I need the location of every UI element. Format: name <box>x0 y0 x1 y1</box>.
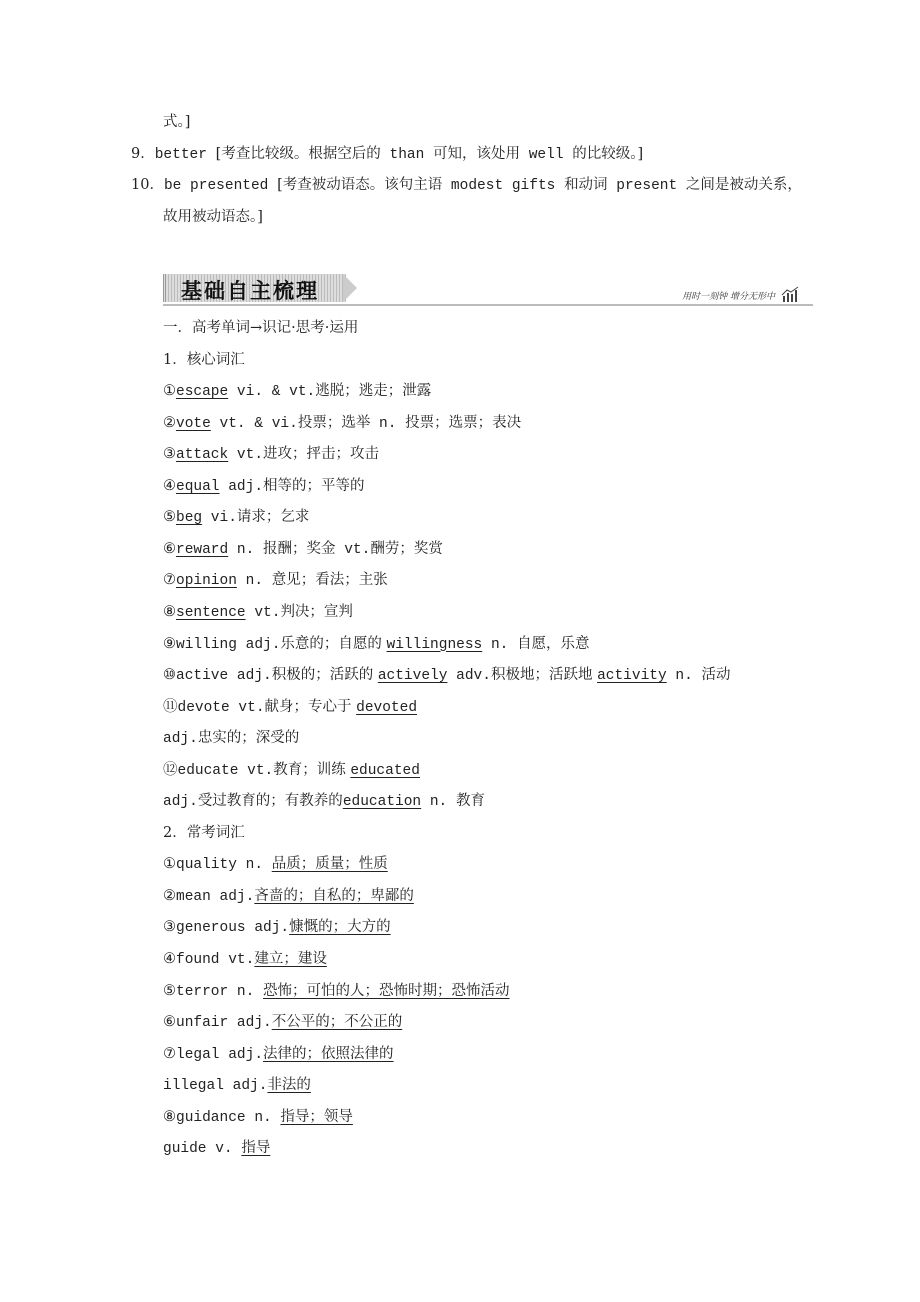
text-segment: vi. <box>202 510 237 527</box>
underlined-answer: 品质；质量；性质 <box>271 856 388 873</box>
text-segment: 相等的；平等的 <box>263 477 365 494</box>
text-segment: active adj. <box>176 668 272 685</box>
text-segment: ⑦ <box>163 1045 176 1062</box>
text-segment: ③ <box>163 446 176 463</box>
text-segment: unfair adj. <box>176 1015 272 1032</box>
text-segment: 故用被动语态。] <box>163 208 263 225</box>
underlined-answer: educated <box>350 762 420 779</box>
text-segment: ④ <box>163 477 176 494</box>
vocab-line <box>163 791 485 812</box>
underlined-answer: devoted <box>356 699 418 716</box>
text-segment: 乐意的；自愿的 <box>280 635 387 652</box>
vocab-line <box>163 1044 394 1065</box>
underlined-answer: education <box>342 794 422 811</box>
text-segment: adj. <box>163 794 198 811</box>
text-segment: adj. <box>219 478 264 495</box>
text-segment: 可知，该处用 <box>433 145 521 162</box>
vocab-line <box>163 1107 353 1128</box>
underlined-answer: attack <box>176 447 229 464</box>
text-segment: ⑥ <box>163 1014 176 1031</box>
vocab-line <box>163 476 365 497</box>
vocab-line <box>163 1012 402 1033</box>
explanation-line <box>131 175 802 196</box>
text-segment: n. <box>228 541 264 558</box>
text-segment: ③ <box>163 919 176 936</box>
vocab-line <box>163 602 353 623</box>
text-segment: vt. & vi. <box>210 415 298 432</box>
vocab-line <box>163 823 245 843</box>
text-segment: 受过教育的；有教养的 <box>197 793 343 810</box>
text-segment: vt. <box>335 541 371 558</box>
text-segment: 请求；乞求 <box>236 509 310 526</box>
text-segment: 教育 <box>455 793 485 810</box>
vocab-line <box>163 854 388 875</box>
text-segment: generous adj. <box>176 920 290 937</box>
text-segment: n. <box>236 573 272 590</box>
text-segment: ⑪ <box>163 698 178 715</box>
text-segment: well <box>520 146 573 163</box>
underlined-answer: reward <box>176 541 229 558</box>
section-banner <box>163 272 813 306</box>
text-segment: 1．核心词汇 <box>163 351 245 368</box>
text-segment: 10． <box>131 177 164 194</box>
underlined-answer: activity <box>597 668 667 685</box>
text-segment: guidance n. <box>176 1109 281 1126</box>
text-segment: 之间是被动关系， <box>685 177 802 194</box>
text-segment: willing adj. <box>176 636 281 653</box>
text-segment: ⑦ <box>163 572 176 589</box>
vocab-line <box>163 949 327 970</box>
text-segment: adv. <box>447 668 491 685</box>
explanation-line <box>163 112 190 132</box>
explanation-line <box>163 207 263 227</box>
text-segment: 逃脱；逃走；泄露 <box>315 383 432 400</box>
underlined-answer: 不公平的；不公正的 <box>271 1014 403 1031</box>
text-segment: n. <box>482 636 518 653</box>
vocab-line <box>163 413 521 434</box>
underlined-answer: 指导；领导 <box>280 1108 353 1125</box>
vocab-line <box>163 760 420 781</box>
text-segment: than <box>380 146 434 163</box>
text-segment: found vt. <box>176 952 255 968</box>
underlined-answer: 慷慨的；大方的 <box>289 919 391 936</box>
vocab-line <box>163 917 391 938</box>
banner-rule <box>163 304 813 306</box>
growth-chart-icon <box>781 286 799 302</box>
vocab-line <box>163 507 309 528</box>
text-segment: n. <box>421 794 456 811</box>
text-segment: [考查被动语态。该句主语 <box>277 177 443 194</box>
vocab-line <box>163 1138 270 1159</box>
underlined-answer: willingness <box>386 636 483 653</box>
banner-slogan: 用时一刻钟 增分无形中 <box>682 292 775 302</box>
text-segment: ⑤ <box>163 509 176 526</box>
text-segment: adj. <box>163 731 198 748</box>
text-segment: 自愿，乐意 <box>517 635 590 652</box>
text-segment: n. <box>370 415 406 432</box>
text-segment: ⑧ <box>163 1108 176 1125</box>
underlined-answer: beg <box>176 510 203 527</box>
text-segment: vt. <box>245 604 281 621</box>
text-segment: 一．高考单词→识记·思考·运用 <box>163 320 359 336</box>
underlined-answer: escape <box>176 384 229 401</box>
text-segment: n. <box>666 668 702 685</box>
text-segment: 判决；宣判 <box>280 603 353 620</box>
underlined-answer: equal <box>176 478 220 495</box>
text-segment: 积极的；活跃的 <box>271 667 378 684</box>
text-segment: illegal adj. <box>163 1078 268 1095</box>
text-segment: 报酬；奖金 <box>263 540 336 557</box>
text-segment: 意见；看法；主张 <box>271 572 388 589</box>
underlined-answer: 法律的；依照法律的 <box>263 1045 394 1062</box>
underlined-answer: 指导 <box>241 1140 271 1157</box>
text-segment: 积极地；活跃地 <box>490 667 598 684</box>
text-segment: mean adj. <box>176 888 255 905</box>
text-segment: 投票；选票；表决 <box>405 414 522 431</box>
text-segment: devote vt. <box>177 699 265 716</box>
text-segment: ⑧ <box>163 603 176 620</box>
text-segment: ② <box>163 414 176 431</box>
text-segment: educate vt. <box>177 762 274 779</box>
text-segment: 的比较级。] <box>572 145 644 162</box>
vocab-line <box>163 665 731 686</box>
explanation-line <box>131 144 643 165</box>
banner-arrow <box>343 274 357 302</box>
underlined-answer: 建立；建设 <box>254 951 327 967</box>
text-segment: modest gifts <box>442 178 565 195</box>
text-segment: better <box>154 146 216 163</box>
text-segment: [考查比较级。根据空后的 <box>215 145 381 162</box>
underlined-answer: sentence <box>176 604 246 621</box>
text-segment: 进攻；抨击；攻击 <box>263 446 380 463</box>
text-segment: terror n. <box>176 983 264 1000</box>
vocab-line <box>163 981 510 1002</box>
text-segment: 2．常考词汇 <box>163 824 245 841</box>
underlined-answer: 恐怖；可怕的人；恐怖时期；恐怖活动 <box>263 982 510 999</box>
underlined-answer: 非法的 <box>267 1077 311 1094</box>
text-segment: guide v. <box>163 1141 242 1158</box>
text-segment: 活动 <box>701 667 731 684</box>
text-segment: ⑩ <box>163 667 176 684</box>
text-segment: ⑫ <box>163 761 178 778</box>
text-segment: vi. & vt. <box>228 384 316 401</box>
vocab-line <box>163 318 358 338</box>
vocab-line <box>163 886 414 907</box>
text-segment: 和动词 <box>564 177 608 194</box>
vocab-line <box>163 444 379 465</box>
underlined-answer: 吝啬的；自私的；卑鄙的 <box>254 887 414 904</box>
text-segment: present <box>607 178 686 195</box>
vocab-line <box>163 728 299 749</box>
text-segment: 酬劳；奖赏 <box>370 540 443 557</box>
text-segment: ⑨ <box>163 635 176 652</box>
text-segment: ⑤ <box>163 982 176 999</box>
text-segment: 忠实的；深受的 <box>197 730 300 747</box>
vocab-line <box>163 634 590 655</box>
text-segment: 教育；训练 <box>273 761 351 778</box>
section-title: 基础自主梳理 <box>181 278 319 303</box>
text-segment: be presented <box>163 178 278 195</box>
text-segment: ① <box>163 383 176 400</box>
text-segment: ② <box>163 887 176 904</box>
text-segment: 献身；专心于 <box>264 698 357 715</box>
vocab-line <box>163 539 443 560</box>
text-segment: ⑥ <box>163 540 176 557</box>
vocab-line <box>163 1075 311 1096</box>
vocab-line <box>163 570 388 591</box>
text-segment: 9． <box>131 145 155 162</box>
text-segment: ① <box>163 856 176 873</box>
vocab-line <box>163 350 245 370</box>
vocab-line <box>163 381 431 402</box>
text-segment: 式。] <box>163 114 191 130</box>
underlined-answer: opinion <box>176 573 237 590</box>
text-segment: vt. <box>228 447 264 464</box>
underlined-answer: vote <box>176 415 211 432</box>
underlined-answer: actively <box>377 668 448 685</box>
text-segment: 投票；选举 <box>297 414 371 431</box>
vocab-line <box>163 697 417 718</box>
text-segment: ④ <box>163 951 176 967</box>
text-segment: quality n. <box>176 857 272 874</box>
text-segment: legal adj. <box>176 1046 264 1063</box>
